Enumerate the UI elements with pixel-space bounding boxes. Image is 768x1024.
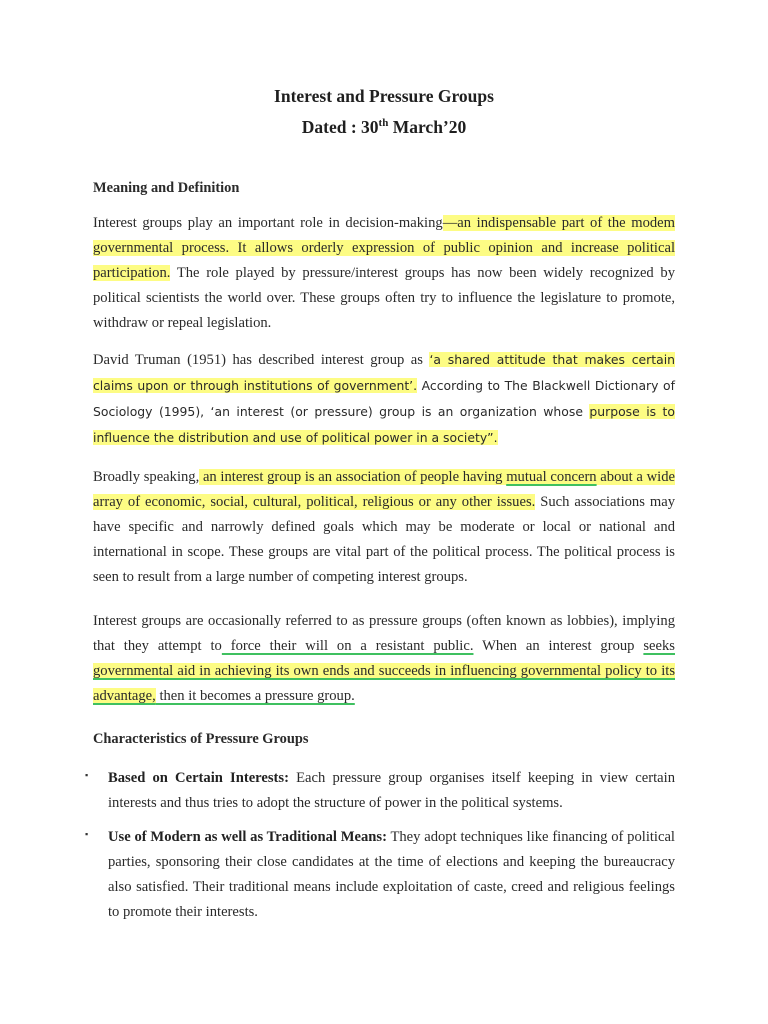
document-title: Interest and Pressure Groups [274, 86, 494, 106]
p4-underline-force: force their will on a resistant public. [221, 638, 474, 654]
list-item-body: They adopt techniques like financing of political parties, sponsoring their close candidates at the time of elections and keeping the bureaucracy also satisfied. Their traditional means include exploitation of caste, creed and religious feelings to promote their interests. [108, 829, 675, 920]
p3-highlight-1: an interest group is an association of people having [199, 469, 507, 485]
list-item-text [108, 825, 675, 925]
list-item-text [108, 766, 675, 816]
p4-text-b: When an interest group [473, 638, 644, 654]
paragraph-4 [93, 609, 675, 709]
p3-text-b: Such associations may have specific and narrowly defined goals which may be moderate or local or national and international in scope. These groups are vital part of the political process. The political process is seen to result from a large number of competing interest groups. [93, 494, 675, 585]
bullet-icon: ▪ [85, 770, 89, 780]
section-heading-characteristics: Characteristics of Pressure Groups [93, 731, 309, 747]
date-suffix: March’20 [388, 117, 467, 137]
list-item-title: Use of Modern as well as Traditional Means: [108, 829, 387, 845]
p1-text-b: The role played by pressure/interest groups has now been widely recognized by political scientists the world over. These groups often try to influence the legislature to promote, withdraw or repeal legislation. [93, 265, 675, 331]
date-superscript: th [378, 117, 389, 129]
bullet-icon: ▪ [85, 829, 89, 839]
paragraph-2 [93, 347, 675, 451]
p4-underline-seeks: seeks [643, 638, 675, 654]
list-item-title: Based on Certain Interests: [108, 770, 289, 786]
p3-underline-mutual-concern: mutual concern [506, 469, 597, 485]
p4-text-a: Interest groups are occasionally referred to as pressure groups (often known as lobbies), implying that they attempt to [93, 613, 675, 654]
p4-highlight-governmental-aid: governmental aid in achieving its own ends and succeeds in influencing governmental policy to its advantage, [93, 663, 675, 704]
p2-text-b: According to The Blackwell Dictionary of Sociology (1995), ‘an interest (or pressure) group is an organization whose [93, 378, 675, 419]
list-item-body: Each pressure group organises itself keeping in view certain interests and thus tries to adopt the structure of power in the political systems. [108, 770, 676, 811]
section-heading-meaning: Meaning and Definition [93, 180, 240, 196]
p1-text-a: Interest groups play an important role in decision-making [93, 215, 443, 231]
paragraph-3 [93, 465, 675, 590]
p1-highlight: —an indispensable part of the modem governmental process. It allows orderly expression of public opinion and increase political participation. [93, 215, 675, 281]
p2-highlight-quote: ‘a shared attitude that makes certain claims upon or through institutions of government’. [93, 352, 675, 393]
p3-highlight-2: about a wide array of economic, social, cultural, political, religious or any other issues. [93, 469, 675, 510]
p2-highlight-purpose: purpose is to influence the distribution and use of political power in a society”. [93, 404, 675, 445]
date-prefix: Dated : 30 [301, 117, 379, 137]
document-date [0, 117, 768, 138]
p3-text-a: Broadly speaking, [93, 469, 200, 485]
p2-text-a: David Truman (1951) has described interest group as [93, 352, 430, 368]
p4-underline-pressure-group: then it becomes a pressure group. [155, 688, 355, 704]
paragraph-1 [93, 211, 675, 336]
